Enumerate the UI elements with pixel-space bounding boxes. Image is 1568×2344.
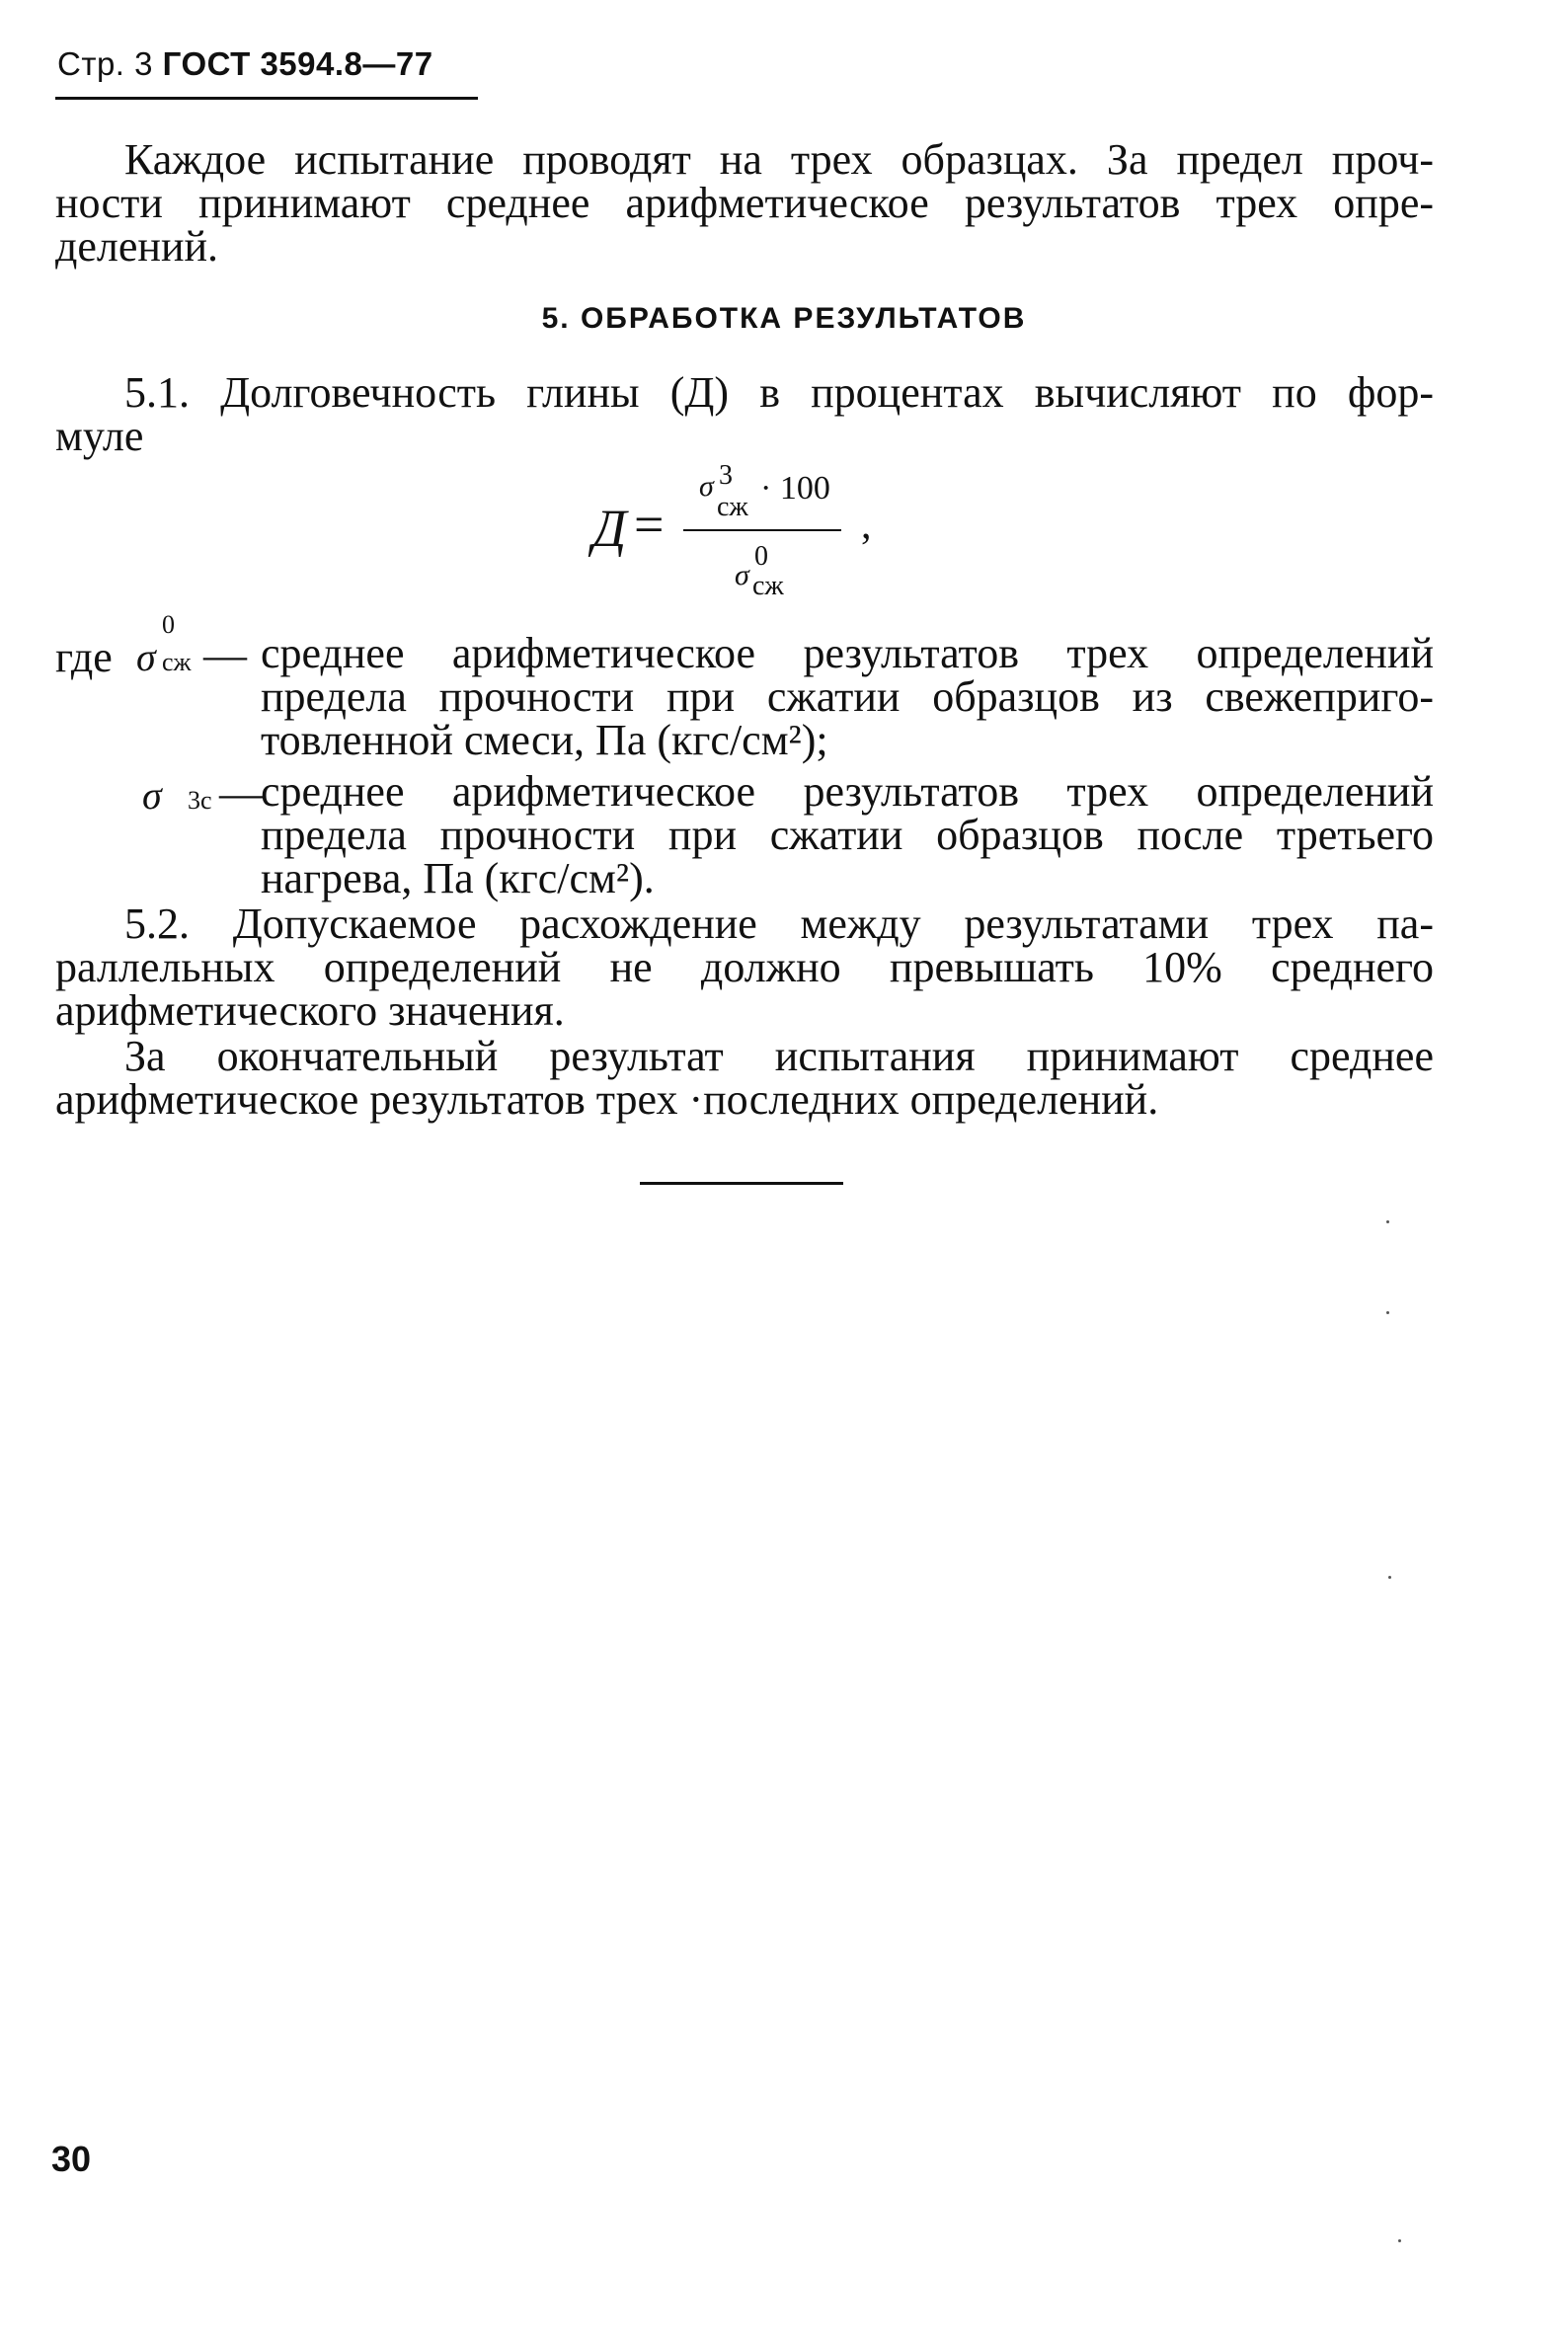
scan-speck [1386, 1311, 1389, 1314]
formula-lhs: Д [592, 499, 627, 558]
scan-speck [1386, 1220, 1389, 1223]
page-label: Стр. 3 [57, 45, 153, 82]
definitions-lead: где [55, 633, 113, 681]
numerator-sigma: σ [699, 470, 714, 503]
intro-line-3: делений. [55, 222, 219, 271]
def2-line-2: предела прочности при сжатии образцов после третьего [261, 814, 1434, 859]
end-rule [640, 1182, 843, 1185]
denominator-subscript: сж [752, 571, 784, 601]
def2-sigma: σ [142, 773, 162, 818]
numerator-subscript: сж [717, 492, 748, 522]
section-title: 5. ОБРАБОТКА РЕЗУЛЬТАТОВ [541, 302, 1027, 335]
para-5-1-line-1: 5.1. Долговечность глины (Д) в процентах вычисляют по фор- [124, 371, 1434, 417]
fraction-bar [683, 529, 841, 531]
intro-line-2: ности принимают среднее арифметическое результатов трех опре- [55, 182, 1434, 227]
para-5-2-line-3: арифметического значения. [55, 986, 565, 1035]
para-5-1-line-2: муле [55, 412, 144, 460]
def2-line-3: нагрева, Па (кгс/см²). [261, 854, 655, 902]
formula-equals: = [634, 495, 665, 554]
running-header [57, 45, 433, 83]
def1-line-1: среднее арифметическое результатов трех определений [261, 632, 1434, 677]
scan-speck [1398, 2239, 1401, 2242]
def2-dash: — [219, 769, 263, 818]
page-number: 30 [51, 2139, 92, 2179]
numerator-multiplier: · 100 [760, 470, 830, 507]
para-5-2-line-1: 5.2. Допускаемое расхождение между результатами трех па- [124, 902, 1434, 948]
denominator-sigma: σ [735, 559, 749, 591]
final-line-2: арифметическое результатов трех ·последних определений. [55, 1075, 1159, 1124]
def1-superscript: 0 [162, 610, 175, 639]
def1-sigma: σ [136, 635, 156, 679]
scan-speck [1388, 1576, 1391, 1579]
def1-line-3: товленной смеси, Па (кгс/см²); [261, 716, 828, 764]
def2-subscript: 3с [188, 786, 212, 815]
def1-line-2: предела прочности при сжатии образцов из свежеприго- [261, 675, 1434, 721]
def1-subscript: сж [162, 648, 192, 676]
standard-number: ГОСТ 3594.8—77 [162, 45, 433, 82]
formula-comma: , [861, 503, 872, 548]
intro-line-1: Каждое испытание проводят на трех образцах. За предел проч- [124, 138, 1434, 184]
final-line-1: За окончательный результат испытания принимают среднее [124, 1035, 1434, 1080]
def2-line-1: среднее арифметическое результатов трех определений [261, 770, 1434, 816]
def1-dash: — [203, 631, 247, 679]
header-rule [55, 97, 478, 100]
para-5-2-line-2: раллельных определений не должно превышать 10% среднего [55, 946, 1434, 991]
denominator-superscript: 0 [754, 541, 768, 572]
numerator-superscript: 3 [719, 460, 733, 491]
